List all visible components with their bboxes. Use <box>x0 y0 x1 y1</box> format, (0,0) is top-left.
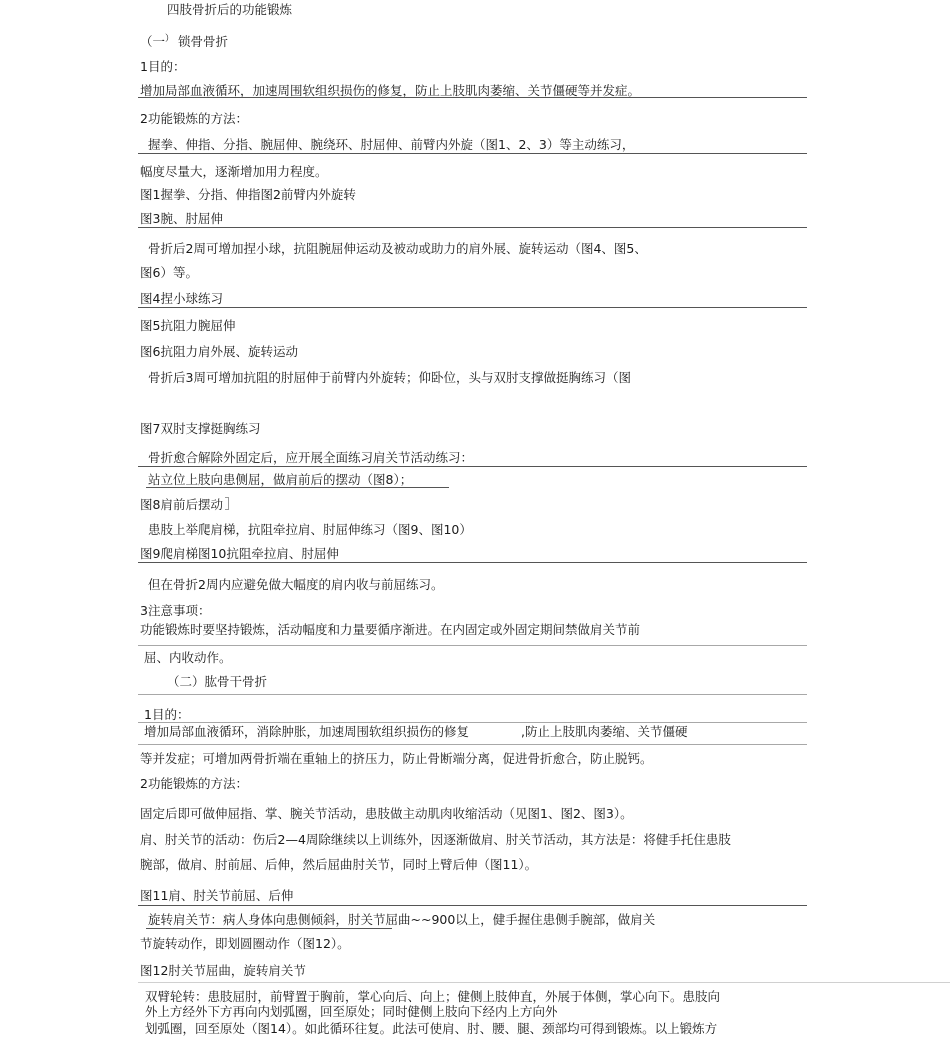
section1-heading <box>140 31 228 50</box>
s2-purpose-line1 <box>144 724 688 740</box>
divider <box>138 466 807 467</box>
s1-fig4-caption: 图4捏小球练习 <box>140 291 223 306</box>
s2-shoulder-line2: 腕部，做肩、肘前屈、后伸，然后屈曲肘关节，同时上臂后伸（图11）。 <box>140 857 538 872</box>
s1-fig1-2-caption: 图1握拳、分指、伸指图2前臂内外旋转 <box>140 187 356 202</box>
s1-fig6-caption: 图6抗阻力肩外展、旋转运动 <box>140 344 298 359</box>
s2-method-label: 2功能锻炼的方法： <box>140 776 248 791</box>
s1-week2-line2: 图6）等。 <box>140 265 198 280</box>
divider <box>138 645 807 646</box>
s1-method-line1: 握拳、伸指、分指、腕屈伸、腕绕环、肘屈伸、前臂内外旋（图1、2、3）等主动练习， <box>148 137 635 152</box>
s1-avoid-line: 但在骨折2周内应避免做大幅度的肩内收与前屈练习。 <box>148 577 444 592</box>
s2-rotate-line1: 旋转肩关节：病人身体向患侧倾斜，肘关节屈曲~~900以上，健手握住患侧手腕部，做肩关 <box>148 912 656 927</box>
s1-healed-line: 骨折愈合解除外固定后，应开展全面练习肩关节活动练习： <box>148 450 474 465</box>
s1-week3-line: 骨折后3周可增加抗阻的肘屈伸于前臂内外旋转；仰卧位，头与双肘支撑做挺胸练习（图 <box>148 370 631 385</box>
s1-fig5-caption: 图5抗阻力腕屈伸 <box>140 318 236 333</box>
s2-double-line2: 外上方经外下方再向内划弧圈，回至原处；同时健侧上肢向下经内上方向外 <box>145 1004 558 1019</box>
s1-notes-line2: 屈、内收动作。 <box>144 650 232 665</box>
divider <box>138 307 807 308</box>
s1-notes-label: 3注意事项： <box>140 603 211 618</box>
divider <box>138 562 807 563</box>
section2-heading: （二）肱骨干骨折 <box>167 674 268 689</box>
divider <box>138 722 807 723</box>
s2-purpose-part2: ,防止上肢肌肉萎缩、关节僵硬 <box>521 724 688 739</box>
s1-climb-line: 患肢上举爬肩梯，抗阻牵拉肩、肘屈伸练习（图9、图10） <box>148 522 472 537</box>
divider <box>138 694 807 695</box>
section1-heading-mark: ） <box>165 34 175 44</box>
divider <box>138 97 807 98</box>
s1-method-line2: 幅度尽量大，逐渐增加用力程度。 <box>140 164 328 179</box>
s2-purpose-part1: 增加局部血液循环，消除肿胀，加速周围软组织损伤的修复 <box>144 724 470 739</box>
s1-fig7-caption: 图7双肘支撑挺胸练习 <box>140 421 261 436</box>
divider <box>138 227 807 228</box>
section1-heading-prefix: （一 <box>140 34 166 50</box>
s1-fig8-caption <box>140 497 229 513</box>
s2-shoulder-line1: 肩、肘关节的活动：伤后2—4周除继续以上训练外，因逐渐做肩、肘关节活动，其方法是：将健手托住患肢 <box>140 832 731 847</box>
s1-method-label: 2功能锻炼的方法： <box>140 111 248 126</box>
s1-purpose-text: 增加局部血液循环，加速周围软组织损伤的修复，防止上肢肌肉萎缩、关节僵硬等并发症。 <box>140 83 641 98</box>
s2-fig12-caption: 图12肘关节屈曲，旋转肩关节 <box>140 963 306 978</box>
s1-week2-line1: 骨折后2周可增加捏小球，抗阻腕屈伸运动及被动或助力的肩外展、旋转运动（图4、图5、 <box>148 241 647 256</box>
s2-double-line3: 划弧圈，回至原处（图14）。如此循环往复。此法可使肩、肘、腰、腿、颈部均可得到锻炼。以上锻炼方 <box>145 1021 718 1036</box>
s2-fix-line: 固定后即可做伸屈指、掌、腕关节活动，患肢做主动肌肉收缩活动（见图1、图2、图3）。 <box>140 806 633 821</box>
underline <box>146 487 449 488</box>
divider <box>138 744 807 745</box>
s1-fig9-10-caption: 图9爬肩梯图10抗阻牵拉肩、肘屈伸 <box>140 546 339 561</box>
underline <box>146 928 392 929</box>
divider <box>138 905 807 906</box>
s2-fig11-caption: 图11肩、肘关节前屈、后伸 <box>140 888 294 903</box>
s1-notes-line1: 功能锻炼时要坚持锻炼，活动幅度和力量要循序渐进。在内固定或外固定期间禁做肩关节前 <box>140 622 641 637</box>
s2-rotate-line2: 节旋转动作，即划圆圈动作（图12）。 <box>140 936 350 951</box>
s2-double-line1: 双臂轮转：患肢屈肘，前臂置于胸前，掌心向后、向上；健侧上肢伸直，外展于体侧，掌心向下。患肢向 <box>145 989 721 1004</box>
s1-purpose-label: 1目的： <box>140 59 186 74</box>
divider <box>138 153 807 154</box>
image-placeholder-mark <box>225 497 229 510</box>
section1-heading-text: 锁骨骨折 <box>178 34 229 50</box>
s2-purpose-label: 1目的： <box>144 707 190 722</box>
divider <box>138 982 950 983</box>
s1-standing-line: 站立位上肢向患侧屈，做肩前后的摆动（图8）； <box>148 472 413 487</box>
s2-purpose-line2: 等并发症；可增加两骨折端在重轴上的挤压力，防止骨断端分离，促进骨折愈合，防止脱钙。 <box>140 751 653 766</box>
document-title: 四肢骨折后的功能锻炼 <box>167 2 293 17</box>
s1-fig3-caption: 图3腕、肘屈伸 <box>140 211 223 226</box>
s1-fig8-text: 图8肩前后摆动 <box>140 497 223 512</box>
